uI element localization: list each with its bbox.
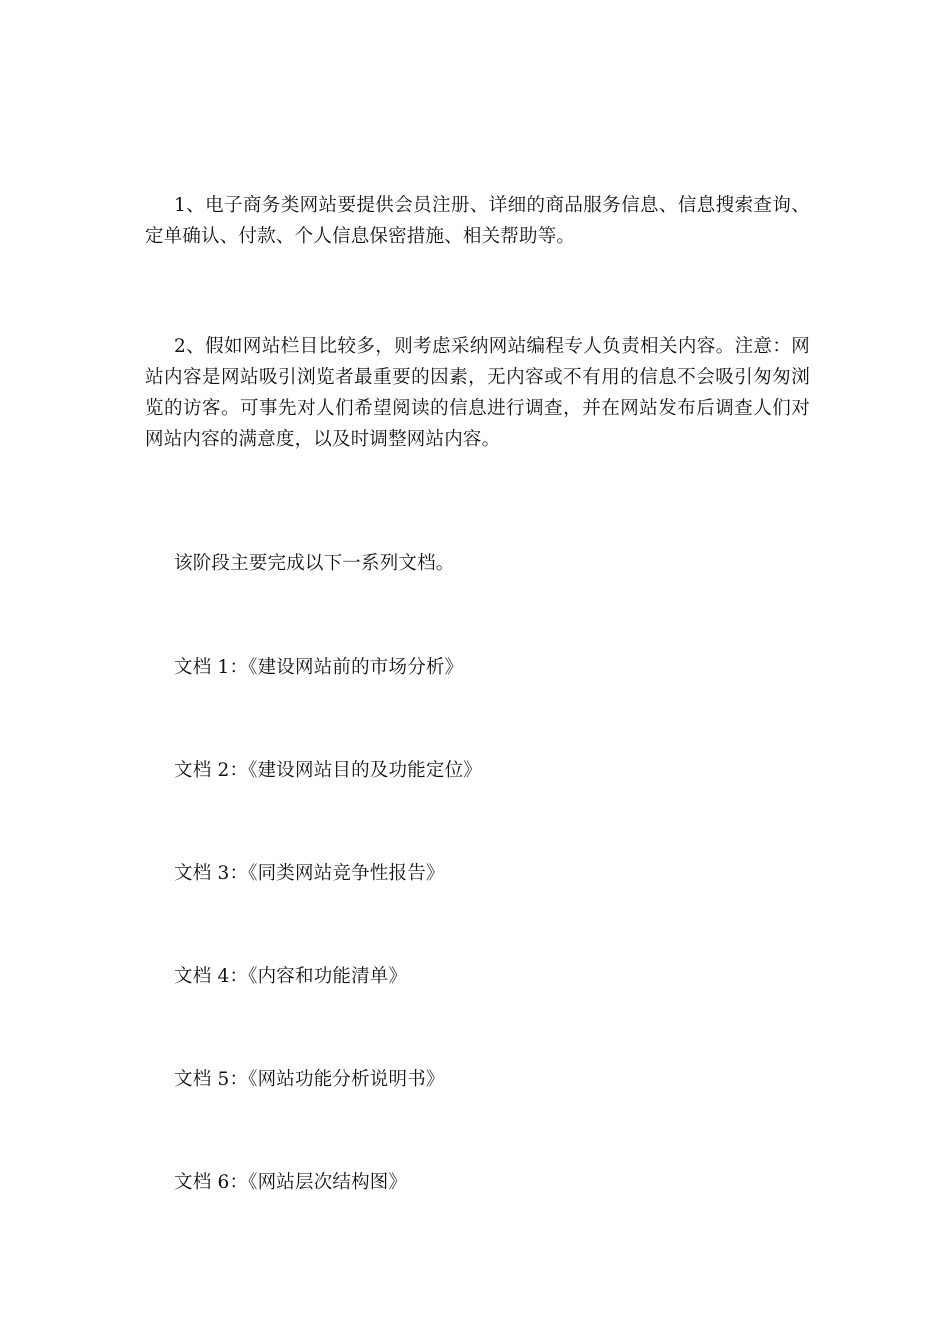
document-item-5: 文档 5：《网站功能分析说明书》 bbox=[174, 1069, 445, 1090]
document-item-6: 文档 6：《网站层次结构图》 bbox=[174, 1172, 408, 1193]
paragraph-stage-documents-intro: 该阶段主要完成以下一系列文档。 bbox=[174, 553, 455, 574]
paragraph-content-responsibility: 2、假如网站栏目比较多，则考虑采纳网站编程专人负责相关内容。注意：网站内容是网站吸引浏览者最重要的因素，无内容或不有用的信息不会吸引匆匆浏览的访客。可事先对人们希望阅读的信息进行调查，并在网站发布后调查人们对网站内容的满意度，以及时调整网站内容。 bbox=[145, 336, 810, 450]
document-item-3: 文档 3：《同类网站竞争性报告》 bbox=[174, 863, 445, 884]
paragraph-ecommerce-requirements: 1、电子商务类网站要提供会员注册、详细的商品服务信息、信息搜索查询、定单确认、付款、个人信息保密措施、相关帮助等。 bbox=[145, 195, 810, 247]
document-item-1: 文档 1：《建设网站前的市场分析》 bbox=[174, 657, 464, 678]
document-item-4: 文档 4：《内容和功能清单》 bbox=[174, 966, 408, 987]
document-item-2: 文档 2：《建设网站目的及功能定位》 bbox=[174, 760, 483, 781]
